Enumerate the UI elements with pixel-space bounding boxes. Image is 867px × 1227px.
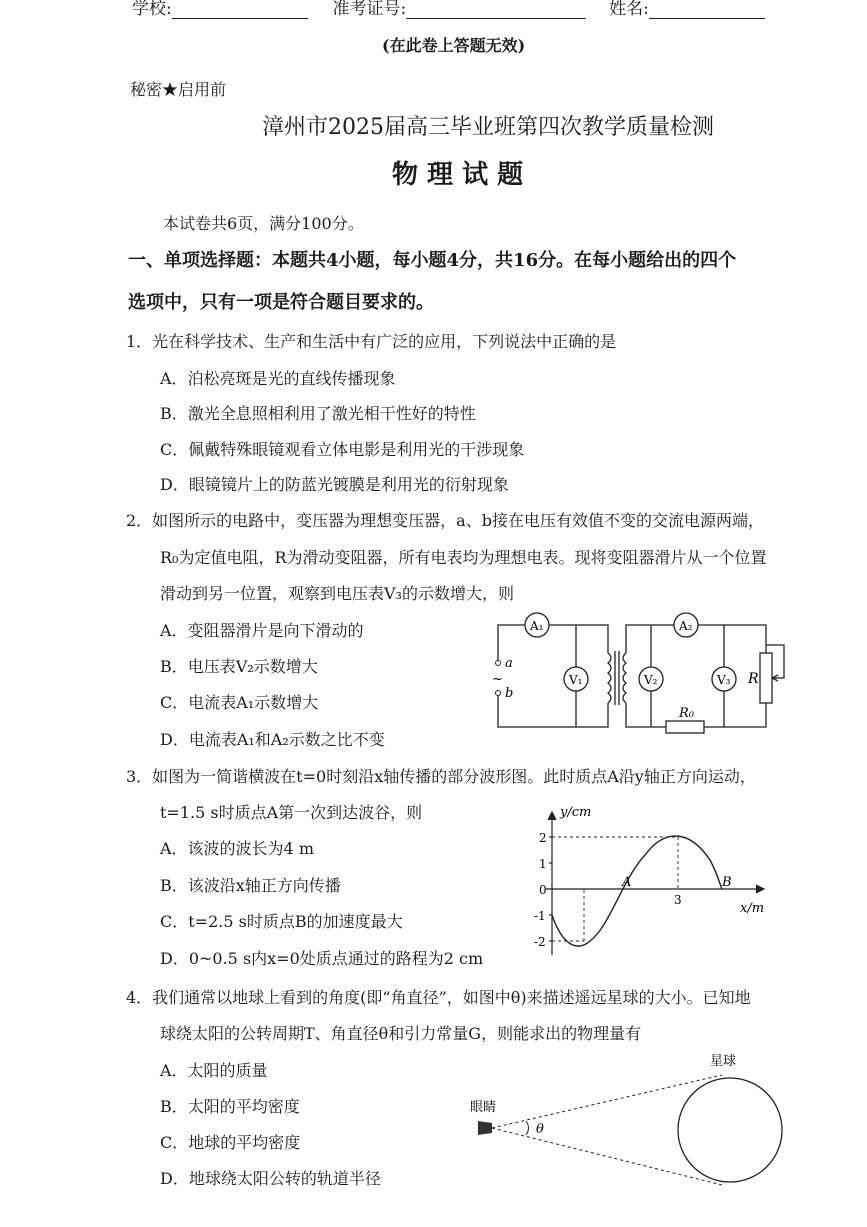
terminal-b: [496, 691, 501, 696]
label-r0: R₀: [679, 706, 694, 721]
terminal-a: [496, 661, 501, 666]
meter-a1: A₁: [530, 619, 544, 633]
tick-2: 2: [539, 831, 547, 845]
ac-symbol: ~: [492, 672, 503, 687]
x-axis-label: x/m: [740, 901, 765, 916]
q4-option-c[interactable]: C．地球的平均密度: [160, 1133, 301, 1152]
q3-option-a[interactable]: A．该波的波长为4 m: [160, 839, 314, 858]
point-a: A: [622, 875, 632, 890]
q4-option-b[interactable]: B．太阳的平均密度: [160, 1097, 300, 1116]
label-b: b: [505, 686, 514, 701]
eye-icon: [478, 1121, 492, 1135]
q3-stem-1: 3．如图为一简谐横波在t=0时刻沿x轴传播的部分波形图。此时质点A沿y轴正方向运动，: [126, 767, 756, 786]
q4-angular-diameter-figure: [460, 1045, 790, 1195]
q4-stem-1: 4．我们通常以地球上看到的角度(即“角直径”，如图中θ)来描述遥远星球的大小。已知地: [126, 988, 751, 1007]
tick-0: 0: [539, 883, 547, 897]
q3-option-d[interactable]: D．0~0.5 s内x=0处质点通过的路程为2 cm: [160, 949, 484, 968]
intro-text: 本试卷共6页，满分100分。: [163, 214, 364, 233]
exam-no-label: 准考证号:: [332, 0, 407, 19]
q2-stem-2: R₀为定值电阻，R为滑动变阻器，所有电表均为理想电表。现将变阻器滑片从一个位置: [160, 548, 767, 567]
q2-circuit-diagram: [488, 605, 788, 745]
exam-title: 漳州市2025届高三毕业班第四次教学质量检测: [262, 115, 714, 140]
theta-label: θ: [536, 1122, 544, 1137]
q2-stem-3: 滑动到另一位置，观察到电压表V₃的示数增大，则: [160, 584, 514, 603]
q4-stem-2: 球绕太阳的公转周期T、角直径θ和引力常量G，则能求出的物理量有: [160, 1024, 642, 1043]
tick-x3: 3: [674, 893, 682, 907]
q4-option-d[interactable]: D．地球绕太阳公转的轨道半径: [160, 1169, 381, 1188]
q1-option-c[interactable]: C．佩戴特殊眼镜观看立体电影是利用光的干涉现象: [160, 440, 525, 459]
meter-v3: V₃: [717, 673, 731, 687]
name-field[interactable]: [649, 4, 765, 19]
star-label: 星球: [710, 1054, 737, 1069]
q3-wave-graph: [530, 800, 770, 960]
q1-option-a[interactable]: A．泊松亮斑是光的直线传播现象: [160, 369, 396, 388]
q3-option-b[interactable]: B．该波沿x轴正方向传播: [160, 876, 341, 895]
q2-stem-1: 2．如图所示的电路中，变压器为理想变压器，a、b接在电压有效值不变的交流电源两端，: [126, 511, 764, 530]
name-label: 姓名:: [609, 0, 649, 19]
meter-a2: A₂: [679, 619, 693, 633]
q2-option-c[interactable]: C．电流表A₁示数增大: [160, 693, 319, 712]
meter-v2: V₂: [644, 673, 658, 687]
tick-minus-2: -2: [534, 935, 546, 949]
eye-label: 眼睛: [470, 1100, 497, 1115]
point-b: B: [722, 875, 732, 890]
school-field[interactable]: [172, 4, 308, 19]
section1-line1: 一、单项选择题：本题共4小题，每小题4分，共16分。在每小题给出的四个: [128, 250, 737, 271]
invalid-note: (在此卷上答题无效): [382, 36, 526, 55]
q1-stem: 1．光在科学技术、生产和生活中有广泛的应用，下列说法中正确的是: [126, 332, 617, 351]
y-axis-label: y/cm: [560, 805, 592, 820]
q3-stem-2: t=1.5 s时质点A第一次到达波谷，则: [160, 803, 423, 822]
label-r: R: [748, 671, 759, 687]
secret-mark: 秘密★启用前: [130, 80, 227, 99]
q2-option-d[interactable]: D．电流表A₁和A₂示数之比不变: [160, 730, 385, 749]
school-label: 学校:: [132, 0, 172, 19]
q2-option-a[interactable]: A．变阻器滑片是向下滑动的: [160, 621, 364, 640]
tick-1: 1: [539, 857, 547, 871]
q3-option-c[interactable]: C．t=2.5 s时质点B的加速度最大: [160, 912, 403, 931]
subject-title: 物 理 试 题: [392, 160, 524, 190]
q1-option-d[interactable]: D．眼镜镜片上的防蓝光镀膜是利用光的衍射现象: [160, 475, 509, 494]
tick-minus-1: -1: [534, 909, 546, 923]
q1-option-b[interactable]: B．激光全息照相利用了激光相干性好的特性: [160, 404, 476, 423]
header-fields: [132, 0, 765, 19]
exam-no-field[interactable]: [406, 4, 586, 19]
q2-option-b[interactable]: B．电压表V₂示数增大: [160, 657, 318, 676]
meter-v1: V₁: [569, 673, 583, 687]
section1-line2: 选项中，只有一项是符合题目要求的。: [128, 292, 434, 313]
q4-option-a[interactable]: A．太阳的质量: [160, 1061, 268, 1080]
label-a: a: [505, 656, 513, 671]
